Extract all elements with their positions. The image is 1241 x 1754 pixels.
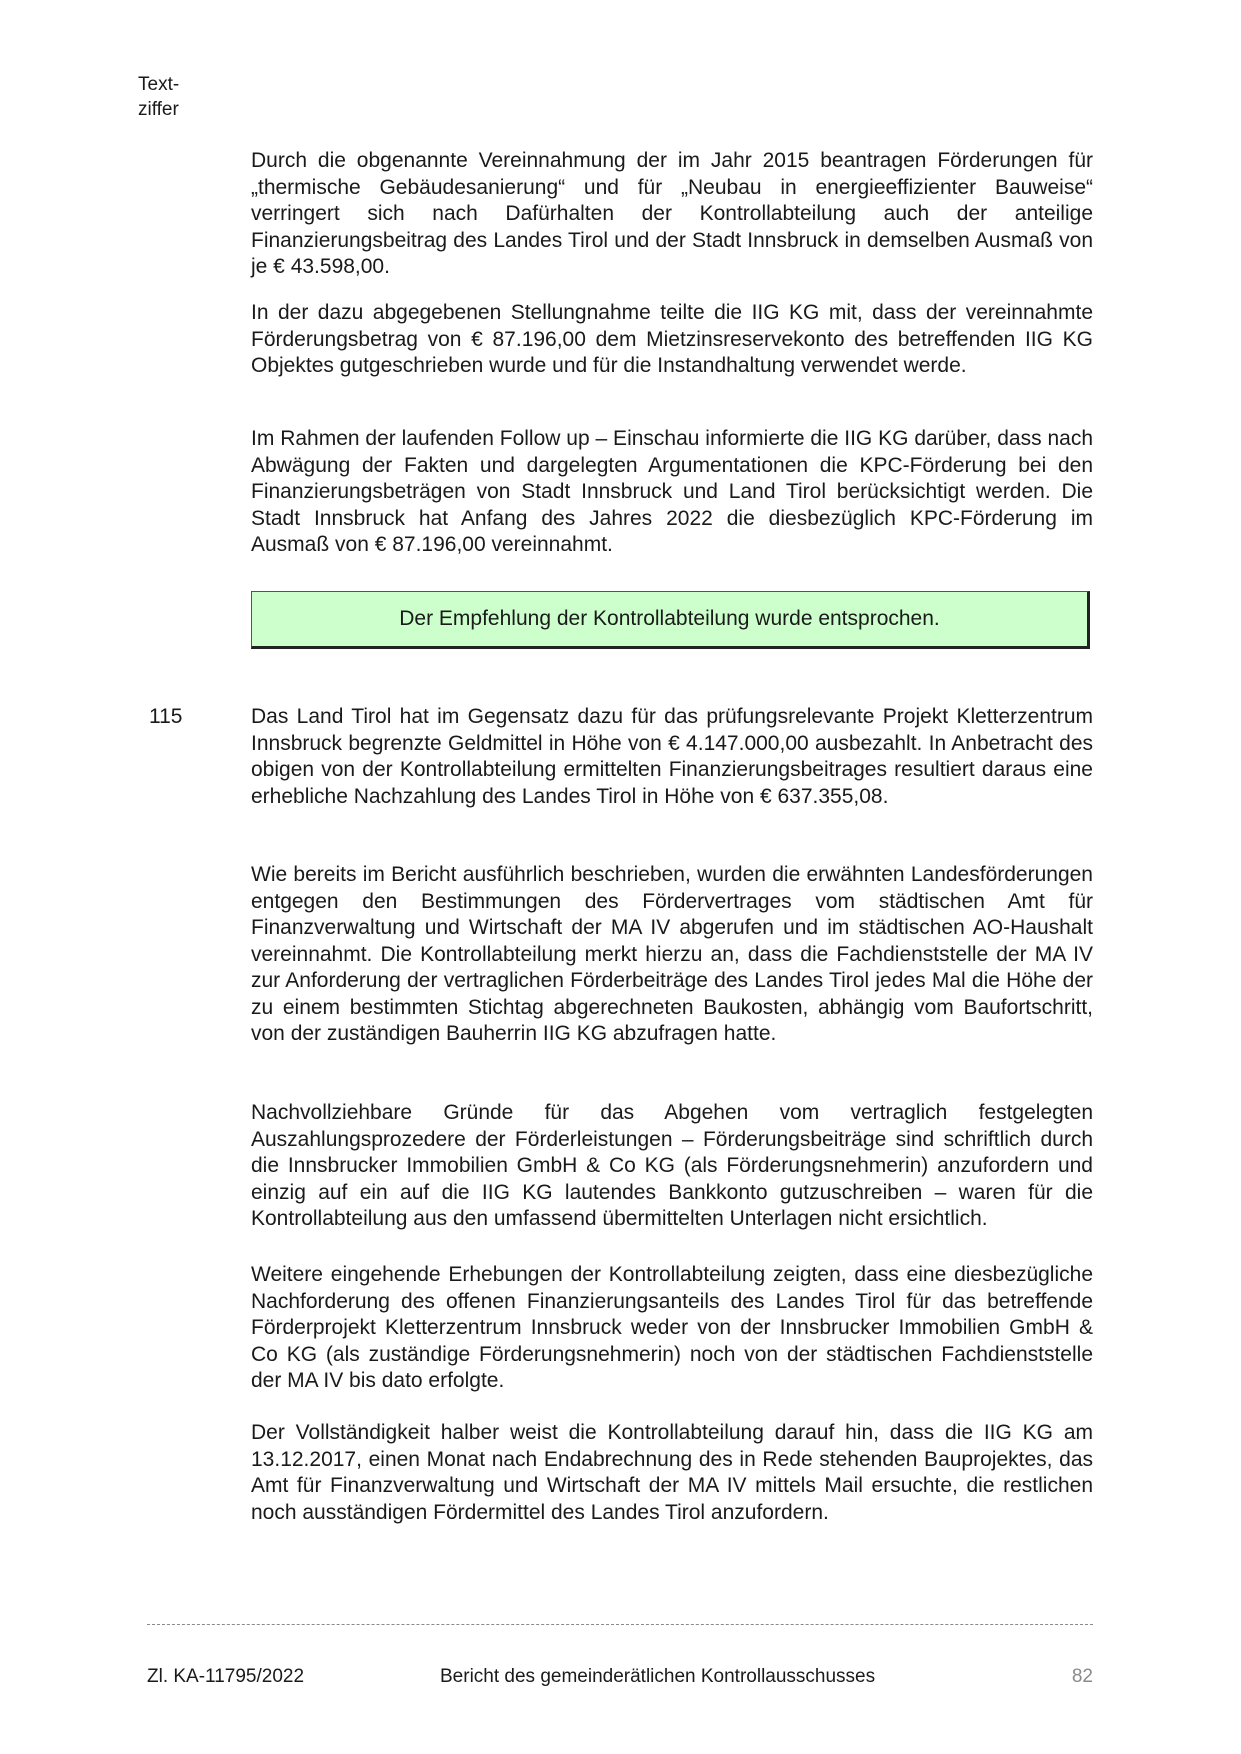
margin-label [138,72,179,122]
page-number: 82 [1071,1666,1093,1687]
paragraph: Weitere eingehende Erhebungen der Kontrollabteilung zeigten, dass eine diesbezügliche Nachforderung des offenen Finanzierungsanteils des Landes Tirol für das betreffende Förderprojekt Kletterzentrum Innsbruck weder von der Innsbrucker Immobilien GmbH & Co KG (als zuständige Förderungsnehmerin) noch von der städtischen Fachdienststelle der MA IV bis dato erfolgte. [251,1263,1093,1392]
paragraph: Wie bereits im Bericht ausführlich beschrieben, wurden die erwähnten Landesförderungen entgegen den Bestimmungen des Fördervertrages vom städtischen Amt für Finanzverwaltung und Wirtschaft der MA IV abgerufen und im städtischen AO-Haushalt vereinnahmt. Die Kontrollabteilung merkt hierzu an, dass die Fachdienststelle der MA IV zur Anforderung der vertraglichen Förderbeiträge des Landes Tirol jedes Mal die Höhe der zu einem bestimmten Stichtag abgerechneten Baukosten, abhängig vom Baufortschritt, von der zuständigen Bauherrin IIG KG abzufragen hatte. [251,863,1093,1045]
paragraph: Durch die obgenannte Vereinnahmung der im Jahr 2015 beantragen Förderungen für „thermische Gebäudesanierung“ und für „Neubau in energieeffizienter Bauweise“ verringert sich nach Dafürhalten der Kontrollabteilung auch der anteilige Finanzierungsbeitrag des Landes Tirol und der Stadt Innsbruck in demselben Ausmaß von je € 43.598,00. [251,149,1093,278]
footer-reference: Zl. KA-11795/2022 [147,1666,305,1687]
margin-label-line1: Text- [138,74,180,95]
paragraph: In der dazu abgegebenen Stellungnahme teilte die IIG KG mit, dass der vereinnahmte Förderungsbetrag von € 87.196,00 dem Mietzinsreservekonto des betreffenden IIG KG Objektes gutgeschrieben wurde und für die Instandhaltung verwendet werde. [251,301,1093,377]
paragraph: Der Vollständigkeit halber weist die Kontrollabteilung darauf hin, dass die IIG KG am 13.12.2017, einen Monat nach Endabrechnung des in Rede stehenden Bauprojektes, das Amt für Finanzverwaltung und Wirtschaft der MA IV mittels Mail ersuchte, die restlichen noch ausständigen Fördermittel des Landes Tirol anzufordern. [251,1421,1093,1524]
paragraph: Das Land Tirol hat im Gegensatz dazu für das prüfungsrelevante Projekt Kletterzentrum Innsbruck begrenzte Geldmittel in Höhe von € 4.147.000,00 ausbezahlt. In Anbetracht des obigen von der Kontrollabteilung ermittelten Finanzierungsbeitrages resultiert daraus eine erhebliche Nachzahlung des Landes Tirol in Höhe von € 637.355,08. [251,705,1093,808]
footer-divider [147,1624,1093,1625]
paragraph: Im Rahmen der laufenden Follow up – Einschau informierte die IIG KG darüber, dass nach Abwägung der Fakten und dargelegten Argumentationen die KPC-Förderung bei den Finanzierungsbeträgen von Stadt Innsbruck und Land Tirol berücksichtigt werden. Die Stadt Innsbruck hat Anfang des Jahres 2022 die diesbezüglich KPC-Förderung im Ausmaß von € 87.196,00 vereinnahmt. [251,427,1093,556]
footer-title: Bericht des gemeinderätlichen Kontrollausschusses [440,1666,876,1687]
callout-text: Der Empfehlung der Kontrollabteilung wurde entsprochen. [399,607,940,630]
recommendation-callout [251,591,1090,649]
margin-label-line2: ziffer [138,99,179,120]
paragraph: Nachvollziehbare Gründe für das Abgehen vom vertraglich festgelegten Auszahlungsprozedere der Förderleistungen – Förderungsbeiträge sind schriftlich durch die Innsbrucker Immobilien GmbH & Co KG (als Förderungsnehmerin) anzufordern und einzig auf ein auf die IIG KG lautendes Bankkonto gutzuschreiben – waren für die Kontrollabteilung aus den umfassend übermittelten Unterlagen nicht ersichtlich. [251,1101,1093,1230]
textziffer-number: 115 [149,705,183,728]
